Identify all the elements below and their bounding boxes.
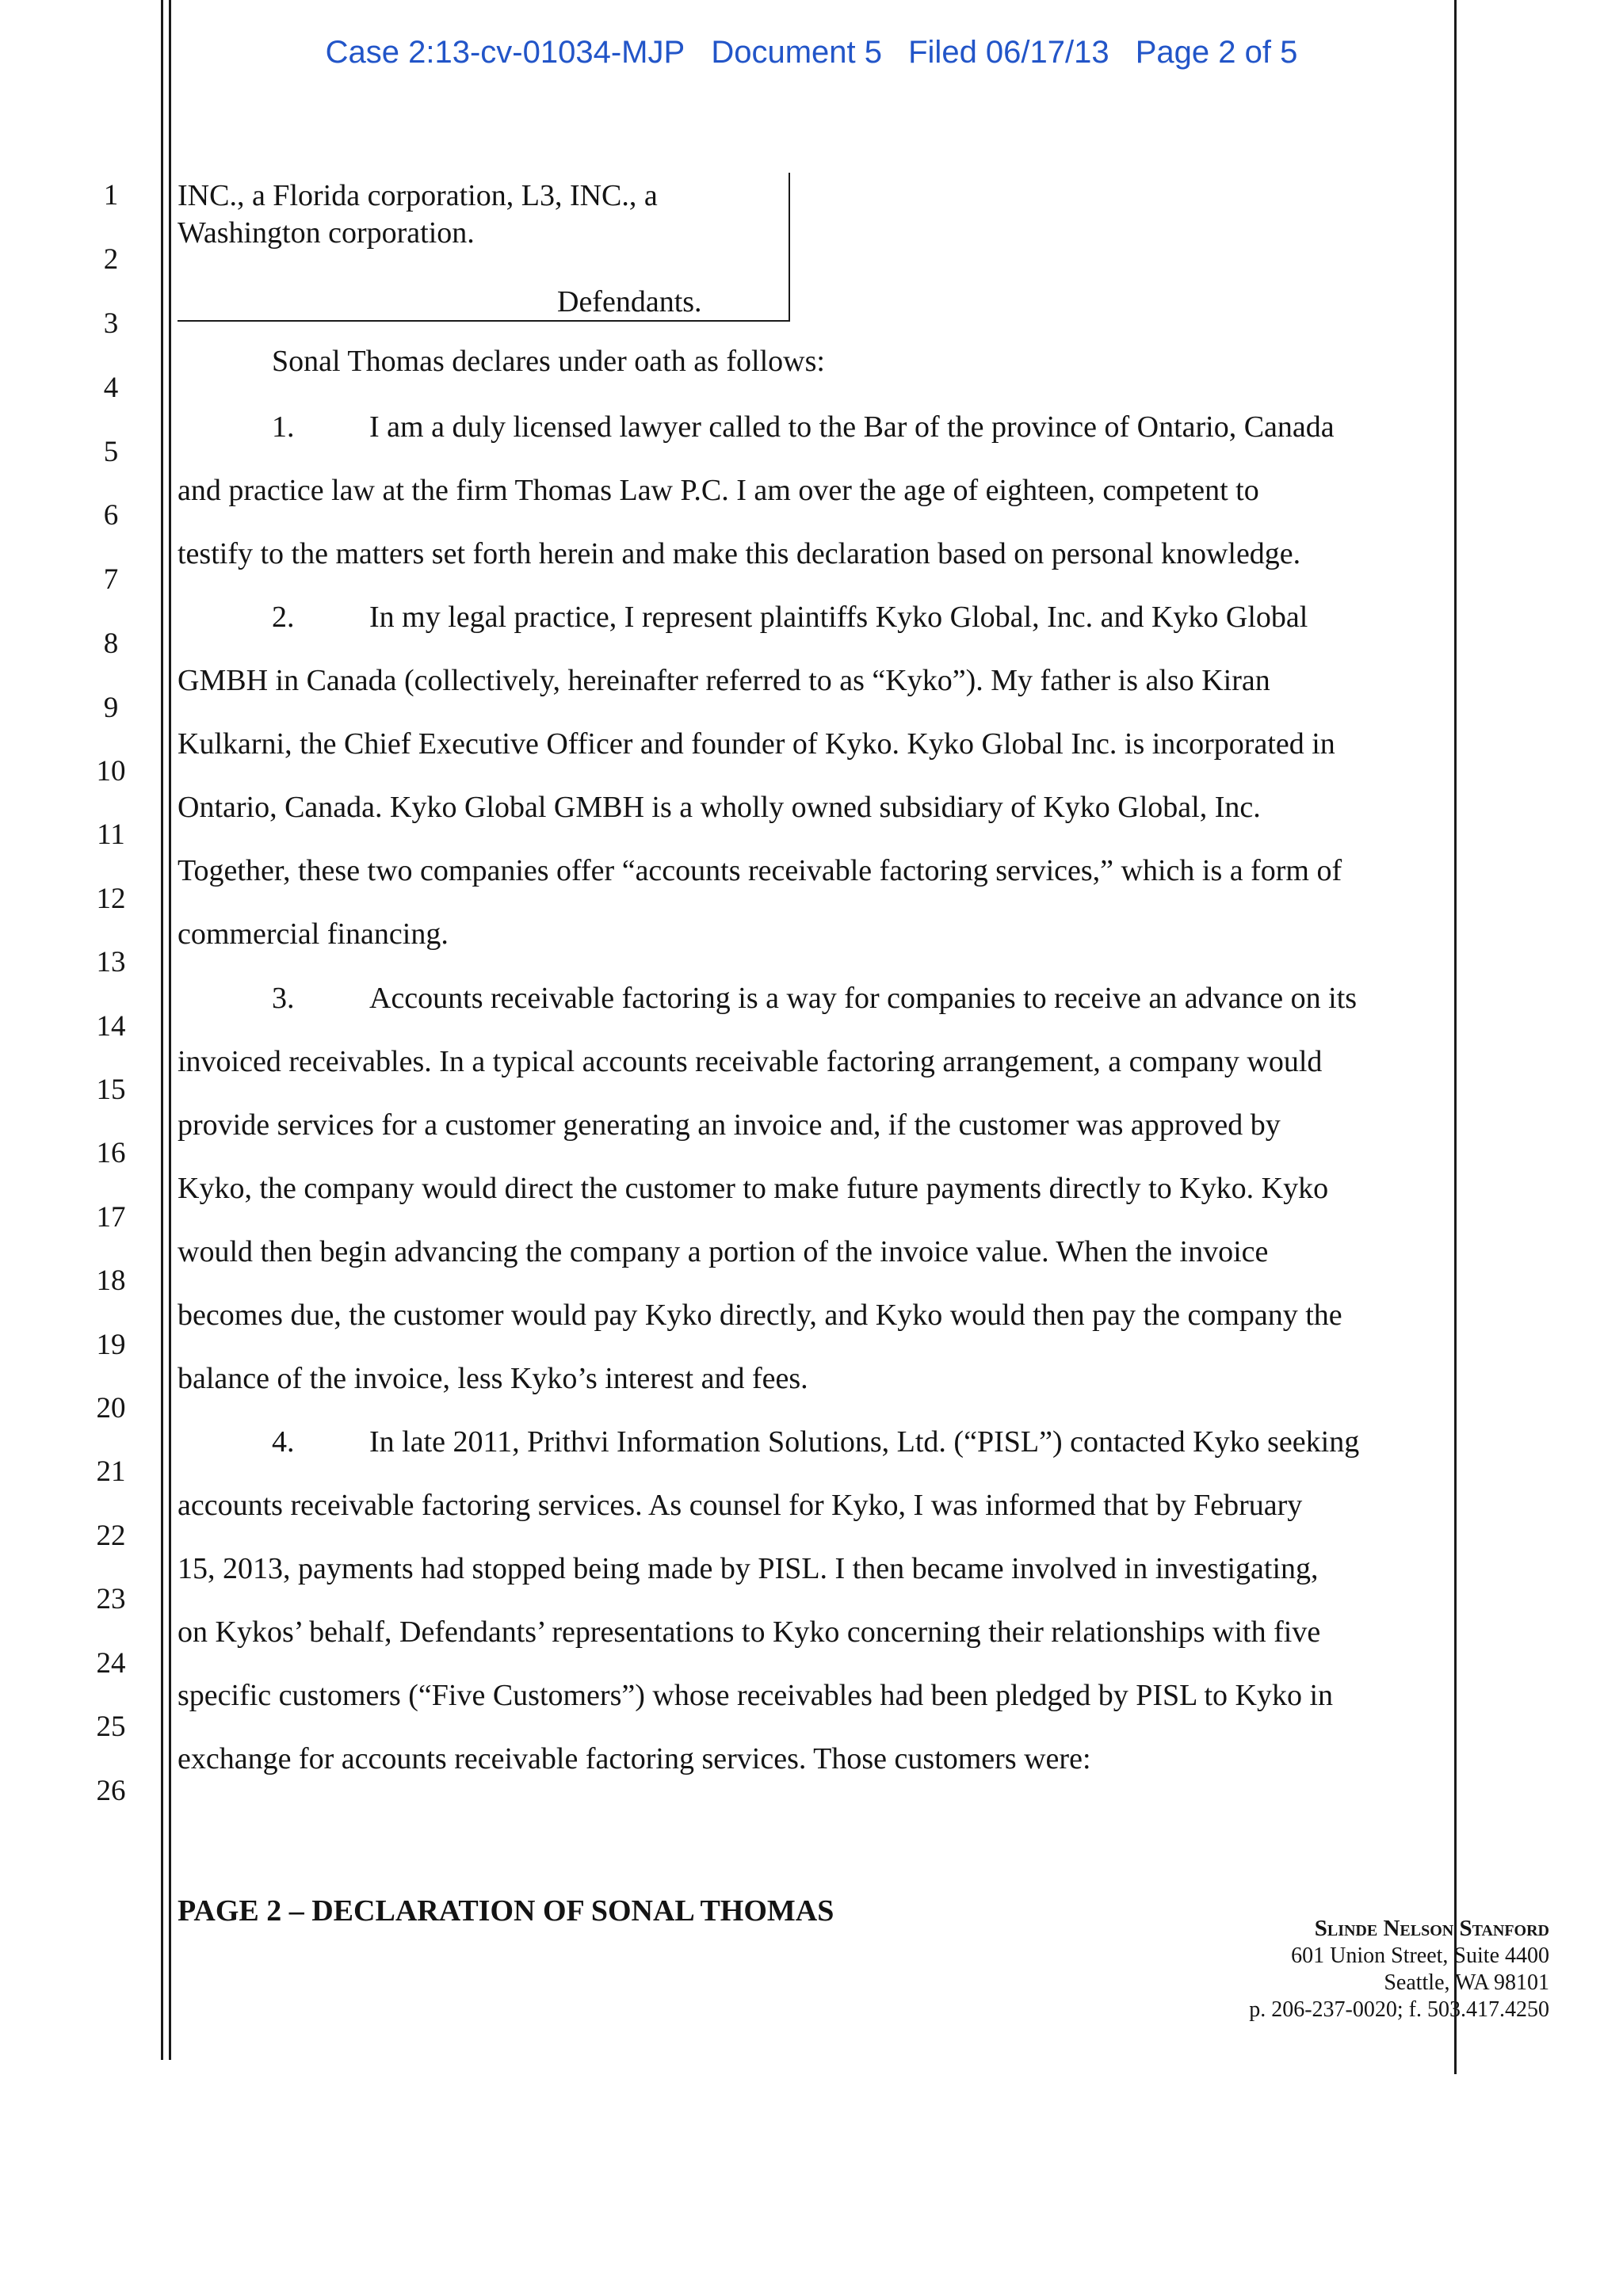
- paragraph-line: Ontario, Canada. Kyko Global GMBH is a wholly owned subsidiary of Kyko Global, Inc.: [178, 791, 1261, 824]
- firm-address-street: 601 Union Street, Suite 4400: [1291, 1943, 1549, 1968]
- line-number: 6: [103, 499, 119, 532]
- line-number: 4: [103, 372, 119, 404]
- firm-name: Slinde Nelson Stanford: [1314, 1916, 1549, 1941]
- footer-page-title: PAGE 2 – DECLARATION OF SONAL THOMAS: [178, 1894, 834, 1928]
- line-number: 26: [96, 1775, 126, 1807]
- caption-defendants-label: Defendants.: [557, 285, 702, 318]
- line-number: 3: [103, 307, 119, 340]
- paragraph-line: would then begin advancing the company a portion of the invoice value. When the invoice: [178, 1235, 1269, 1268]
- paragraph-line: provide services for a customer generating an invoice and, if the customer was approved by: [178, 1108, 1281, 1142]
- firm-phone-fax: p. 206-237-0020; f. 503.417.4250: [1249, 1997, 1549, 2022]
- line-number: 18: [96, 1264, 126, 1297]
- line-number: 19: [96, 1329, 126, 1361]
- left-margin-rule-outer: [161, 0, 163, 2060]
- line-number: 8: [103, 627, 119, 660]
- paragraph-line: becomes due, the customer would pay Kyko directly, and Kyko would then pay the company the: [178, 1299, 1342, 1332]
- declaration-intro: Sonal Thomas declares under oath as follows:: [272, 345, 825, 378]
- paragraph-number: 4.: [272, 1425, 295, 1459]
- caption-rule-vertical: [789, 173, 790, 322]
- line-number: 11: [97, 818, 125, 851]
- line-number: 5: [103, 436, 119, 468]
- filed-date: Filed 06/17/13: [908, 35, 1109, 70]
- paragraph-line: 1. I am a duly licensed lawyer called to the Bar of the province of Ontario, Canada: [272, 410, 1335, 444]
- paragraph-number: 3.: [272, 982, 295, 1015]
- paragraph-line: commercial financing.: [178, 917, 449, 951]
- left-margin-rule-inner: [169, 0, 171, 2060]
- paragraph-number: 2.: [272, 601, 295, 634]
- line-number: 24: [96, 1647, 126, 1680]
- line-number: 22: [96, 1520, 126, 1552]
- case-number: Case 2:13-cv-01034-MJP: [325, 35, 685, 70]
- paragraph-line: 15, 2013, payments had stopped being made by PISL. I then became involved in investigating,: [178, 1552, 1319, 1585]
- paragraph-line: invoiced receivables. In a typical accounts receivable factoring arrangement, a company would: [178, 1045, 1323, 1078]
- paragraph-line: GMBH in Canada (collectively, hereinafter referred to as “Kyko”). My father is also Kiran: [178, 664, 1270, 697]
- caption-parties-line-2: Washington corporation.: [178, 216, 475, 250]
- right-margin-rule: [1454, 0, 1457, 2074]
- paragraph-line: 4. In late 2011, Prithvi Information Solutions, Ltd. (“PISL”) contacted Kyko seeking: [272, 1425, 1360, 1459]
- line-number: 12: [96, 883, 126, 915]
- line-number: 1: [103, 179, 119, 212]
- paragraph-line: on Kykos’ behalf, Defendants’ representations to Kyko concerning their relationships with five: [178, 1615, 1321, 1649]
- line-number: 10: [96, 755, 126, 788]
- line-number: 7: [103, 563, 119, 596]
- paragraph-line: 3. Accounts receivable factoring is a way for companies to receive an advance on its: [272, 982, 1358, 1015]
- paragraph-line: Kulkarni, the Chief Executive Officer and founder of Kyko. Kyko Global Inc. is incorporated in: [178, 727, 1335, 761]
- line-number: 15: [96, 1074, 126, 1106]
- paragraph-line: specific customers (“Five Customers”) whose receivables had been pledged by PISL to Kyko in: [178, 1679, 1334, 1712]
- firm-address-city: Seattle, WA 98101: [1384, 1970, 1549, 1995]
- line-number: 16: [96, 1137, 126, 1169]
- document-number: Document 5: [711, 35, 882, 70]
- line-number: 13: [96, 946, 126, 978]
- line-number: 20: [96, 1392, 126, 1425]
- line-number: 21: [96, 1455, 126, 1488]
- paragraph-number: 1.: [272, 410, 295, 444]
- line-number: 23: [96, 1583, 126, 1615]
- line-number: 14: [96, 1010, 126, 1043]
- paragraph-line: 2. In my legal practice, I represent plaintiffs Kyko Global, Inc. and Kyko Global: [272, 601, 1308, 634]
- caption-parties-line-1: INC., a Florida corporation, L3, INC., a: [178, 179, 658, 212]
- paragraph-line: testify to the matters set forth herein and make this declaration based on personal knowledge.: [178, 537, 1301, 570]
- paragraph-line: Kyko, the company would direct the customer to make future payments directly to Kyko. Kyko: [178, 1172, 1329, 1205]
- line-number: 2: [103, 243, 119, 276]
- paragraph-line: accounts receivable factoring services. As counsel for Kyko, I was informed that by February: [178, 1489, 1303, 1522]
- line-number: 17: [96, 1201, 126, 1234]
- line-number: 25: [96, 1711, 126, 1743]
- page-indicator: Page 2 of 5: [1135, 35, 1298, 70]
- line-number: 9: [103, 692, 119, 724]
- paragraph-line: exchange for accounts receivable factoring services. Those customers were:: [178, 1742, 1091, 1775]
- caption-rule-horizontal: [178, 320, 790, 322]
- ecf-header: [0, 35, 1623, 71]
- paragraph-line: balance of the invoice, less Kyko’s interest and fees.: [178, 1362, 808, 1395]
- paragraph-line: Together, these two companies offer “accounts receivable factoring services,” which is a form of: [178, 854, 1342, 887]
- paragraph-line: and practice law at the firm Thomas Law P.C. I am over the age of eighteen, competent to: [178, 474, 1259, 507]
